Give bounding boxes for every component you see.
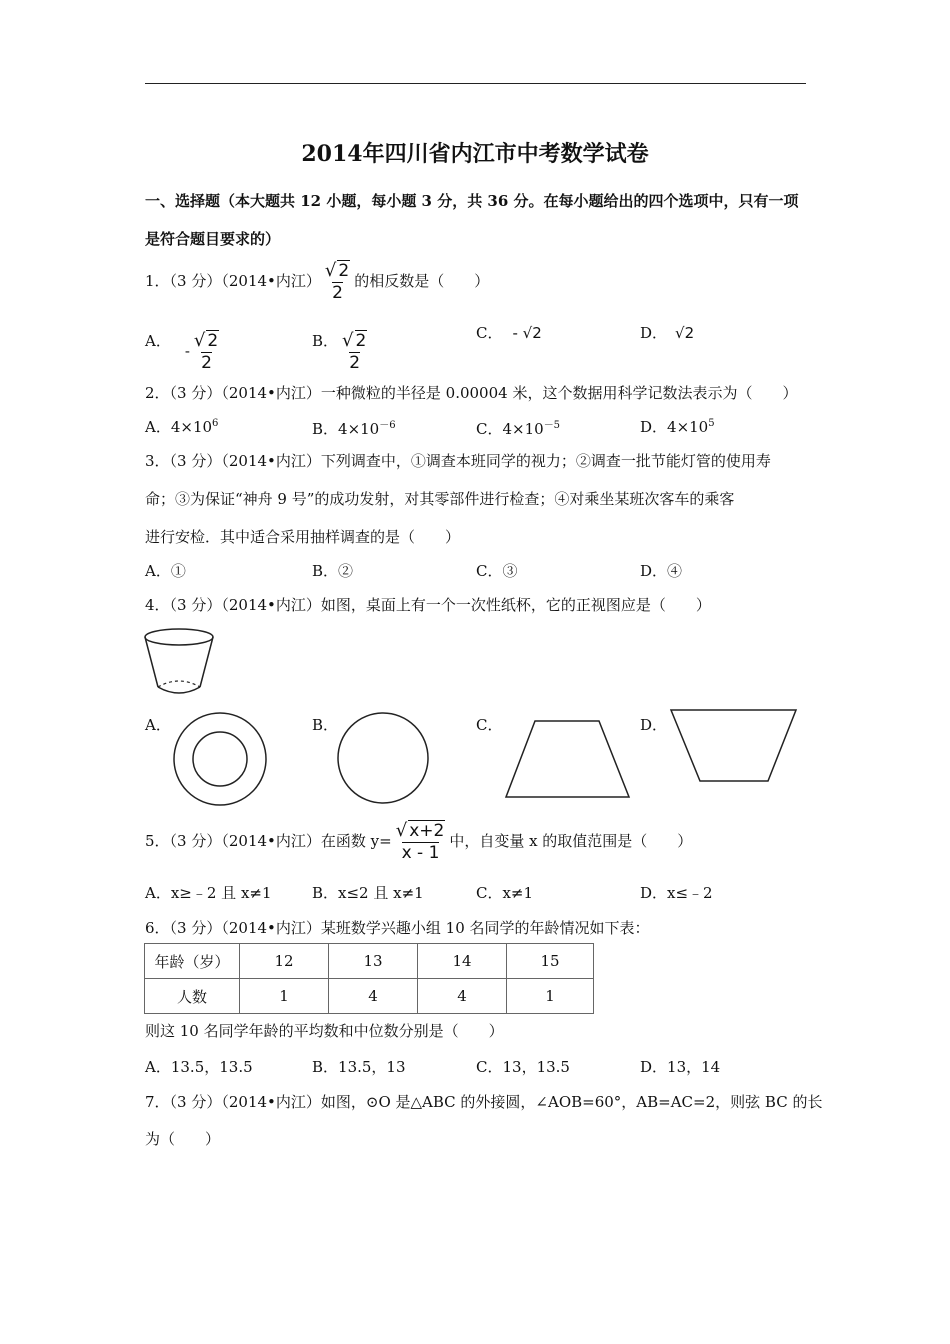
q1-den: 2 <box>332 283 343 303</box>
q4-option-d-figure <box>670 709 798 783</box>
q3-option-a: A．① <box>145 562 186 580</box>
q1-c-label: C． <box>476 324 503 342</box>
q1-b-num: 2 <box>355 331 367 351</box>
table-cell: 年龄（岁） <box>145 944 240 979</box>
table-row <box>145 979 594 1014</box>
q2-option-d: D．$4\times 10^5$ <box>640 418 715 436</box>
question-6: 6．（3 分）（2014•内江）某班数学兴趣小组 10 名同学的年龄情况如下表： <box>145 919 650 937</box>
table-cell: 1 <box>240 979 329 1014</box>
table-cell: 4 <box>418 979 507 1014</box>
q6-option-d: D．13，14 <box>640 1058 721 1076</box>
q1-num: 2 <box>338 261 350 281</box>
q1-fraction: $\frac{√ 2}{2}$ <box>324 260 350 303</box>
table-cell: 12 <box>240 944 329 979</box>
header-rule <box>145 83 806 84</box>
question-3-line3: 进行安检．其中适合采用抽样调查的是（ ） <box>145 528 461 546</box>
q2-option-c: C．$4\times 10^{-5}$ <box>476 420 561 438</box>
section-heading-line1: 一、选择题（本大题共 12 小题，每小题 3 分，共 36 分。在每小题给出的四个选项中，只有一项 <box>145 192 799 210</box>
q1-c-value: - √2 <box>512 324 542 342</box>
question-7-line1: 7．（3 分）（2014•内江）如图，⊙O 是△ABC 的外接圆，∠AOB=60°，AB=AC=2，则弦 BC 的长 <box>145 1093 823 1111</box>
q4-option-a-label: A． <box>145 716 171 734</box>
q1-a-num: 2 <box>207 331 219 351</box>
table-cell: 15 <box>507 944 594 979</box>
q1-d-value: √2 <box>675 324 695 342</box>
question-2: 2．（3 分）（2014•内江）一种微粒的半径是 0.00004 米，这个数据用科学记数法表示为（ ） <box>145 384 798 402</box>
q4-option-b-label: B． <box>312 716 339 734</box>
q6-question: 则这 10 名同学年龄的平均数和中位数分别是（ ） <box>145 1022 504 1040</box>
q4-option-c-label: C． <box>476 716 503 734</box>
q6-option-b: B．13.5，13 <box>312 1058 406 1076</box>
question-3-line2: 命；③为保证“神舟 9 号”的成功发射，对其零部件进行检查；④对乘坐某班次客车的乘客 <box>145 490 735 508</box>
q6-option-a: A．13.5，13.5 <box>145 1058 253 1076</box>
question-5 <box>145 822 692 862</box>
section-heading-line2: 是符合题目要求的） <box>145 230 281 248</box>
q5-option-b: B．x≤2 且 x≠1 <box>312 884 424 902</box>
q5-option-d: D．x≤﹣2 <box>640 884 713 902</box>
paper-cup-figure <box>140 625 220 700</box>
q3-option-c: C．③ <box>476 562 518 580</box>
q5-fraction: $\frac{√ x+2}{x - 1}$ <box>395 820 445 863</box>
q1-option-b: B． $\frac{√ 2}{2}$ <box>312 330 367 373</box>
table-row <box>145 944 594 979</box>
q4-option-b-figure <box>338 711 428 805</box>
q1-d-label: D． <box>640 324 668 342</box>
q5-option-a: A．x≥﹣2 且 x≠1 <box>145 884 272 902</box>
table-cell: 14 <box>418 944 507 979</box>
q3-option-b: B．② <box>312 562 354 580</box>
page-title: 2014年四川省内江市中考数学试卷 <box>301 141 649 167</box>
table-cell: 4 <box>329 979 418 1014</box>
q1-a-label: A． <box>145 332 171 350</box>
q4-option-a-figure <box>172 712 268 806</box>
q1-option-d <box>640 322 694 343</box>
q6-option-c: C．13，13.5 <box>476 1058 570 1076</box>
q1-prefix: 1．（3 分）（2014•内江） <box>145 272 321 290</box>
q5-suffix: 中，自变量 x 的取值范围是（ ） <box>449 832 693 850</box>
q5-prefix: 5．（3 分）（2014•内江）在函数 y= <box>145 832 392 850</box>
q3-option-d: D．④ <box>640 562 683 580</box>
q5-option-c: C．x≠1 <box>476 884 534 902</box>
age-table <box>144 943 594 1014</box>
q1-option-a: A．- $\frac{√ 2}{2}$ <box>145 330 219 373</box>
question-4: 4．（3 分）（2014•内江）如图，桌面上有一个一次性纸杯，它的正视图应是（ ） <box>145 596 711 614</box>
q2-option-a: A．$4\times 10^6$ <box>145 418 219 436</box>
q5-num: x+2 <box>409 821 445 841</box>
question-1 <box>145 262 489 302</box>
q1-b-label: B． <box>312 332 339 350</box>
table-cell: 13 <box>329 944 418 979</box>
q1-option-c <box>476 322 542 343</box>
q4-option-c-figure <box>505 720 631 800</box>
q2-option-b: B．$4\times 10^{-6}$ <box>312 420 396 438</box>
q1-a-den: 2 <box>201 353 212 373</box>
question-7-line2: 为（ ） <box>145 1130 221 1148</box>
question-3-line1: 3．（3 分）（2014•内江）下列调查中，①调查本班同学的视力；②调查一批节能灯管的使用寿 <box>145 452 771 470</box>
q1-suffix: 的相反数是（ ） <box>354 272 490 290</box>
q1-a-sign: - <box>184 342 190 360</box>
table-cell: 人数 <box>145 979 240 1014</box>
table-cell: 1 <box>507 979 594 1014</box>
q4-option-d-label: D． <box>640 716 668 734</box>
q1-b-den: 2 <box>349 353 361 373</box>
q5-den: x - 1 <box>401 843 440 863</box>
